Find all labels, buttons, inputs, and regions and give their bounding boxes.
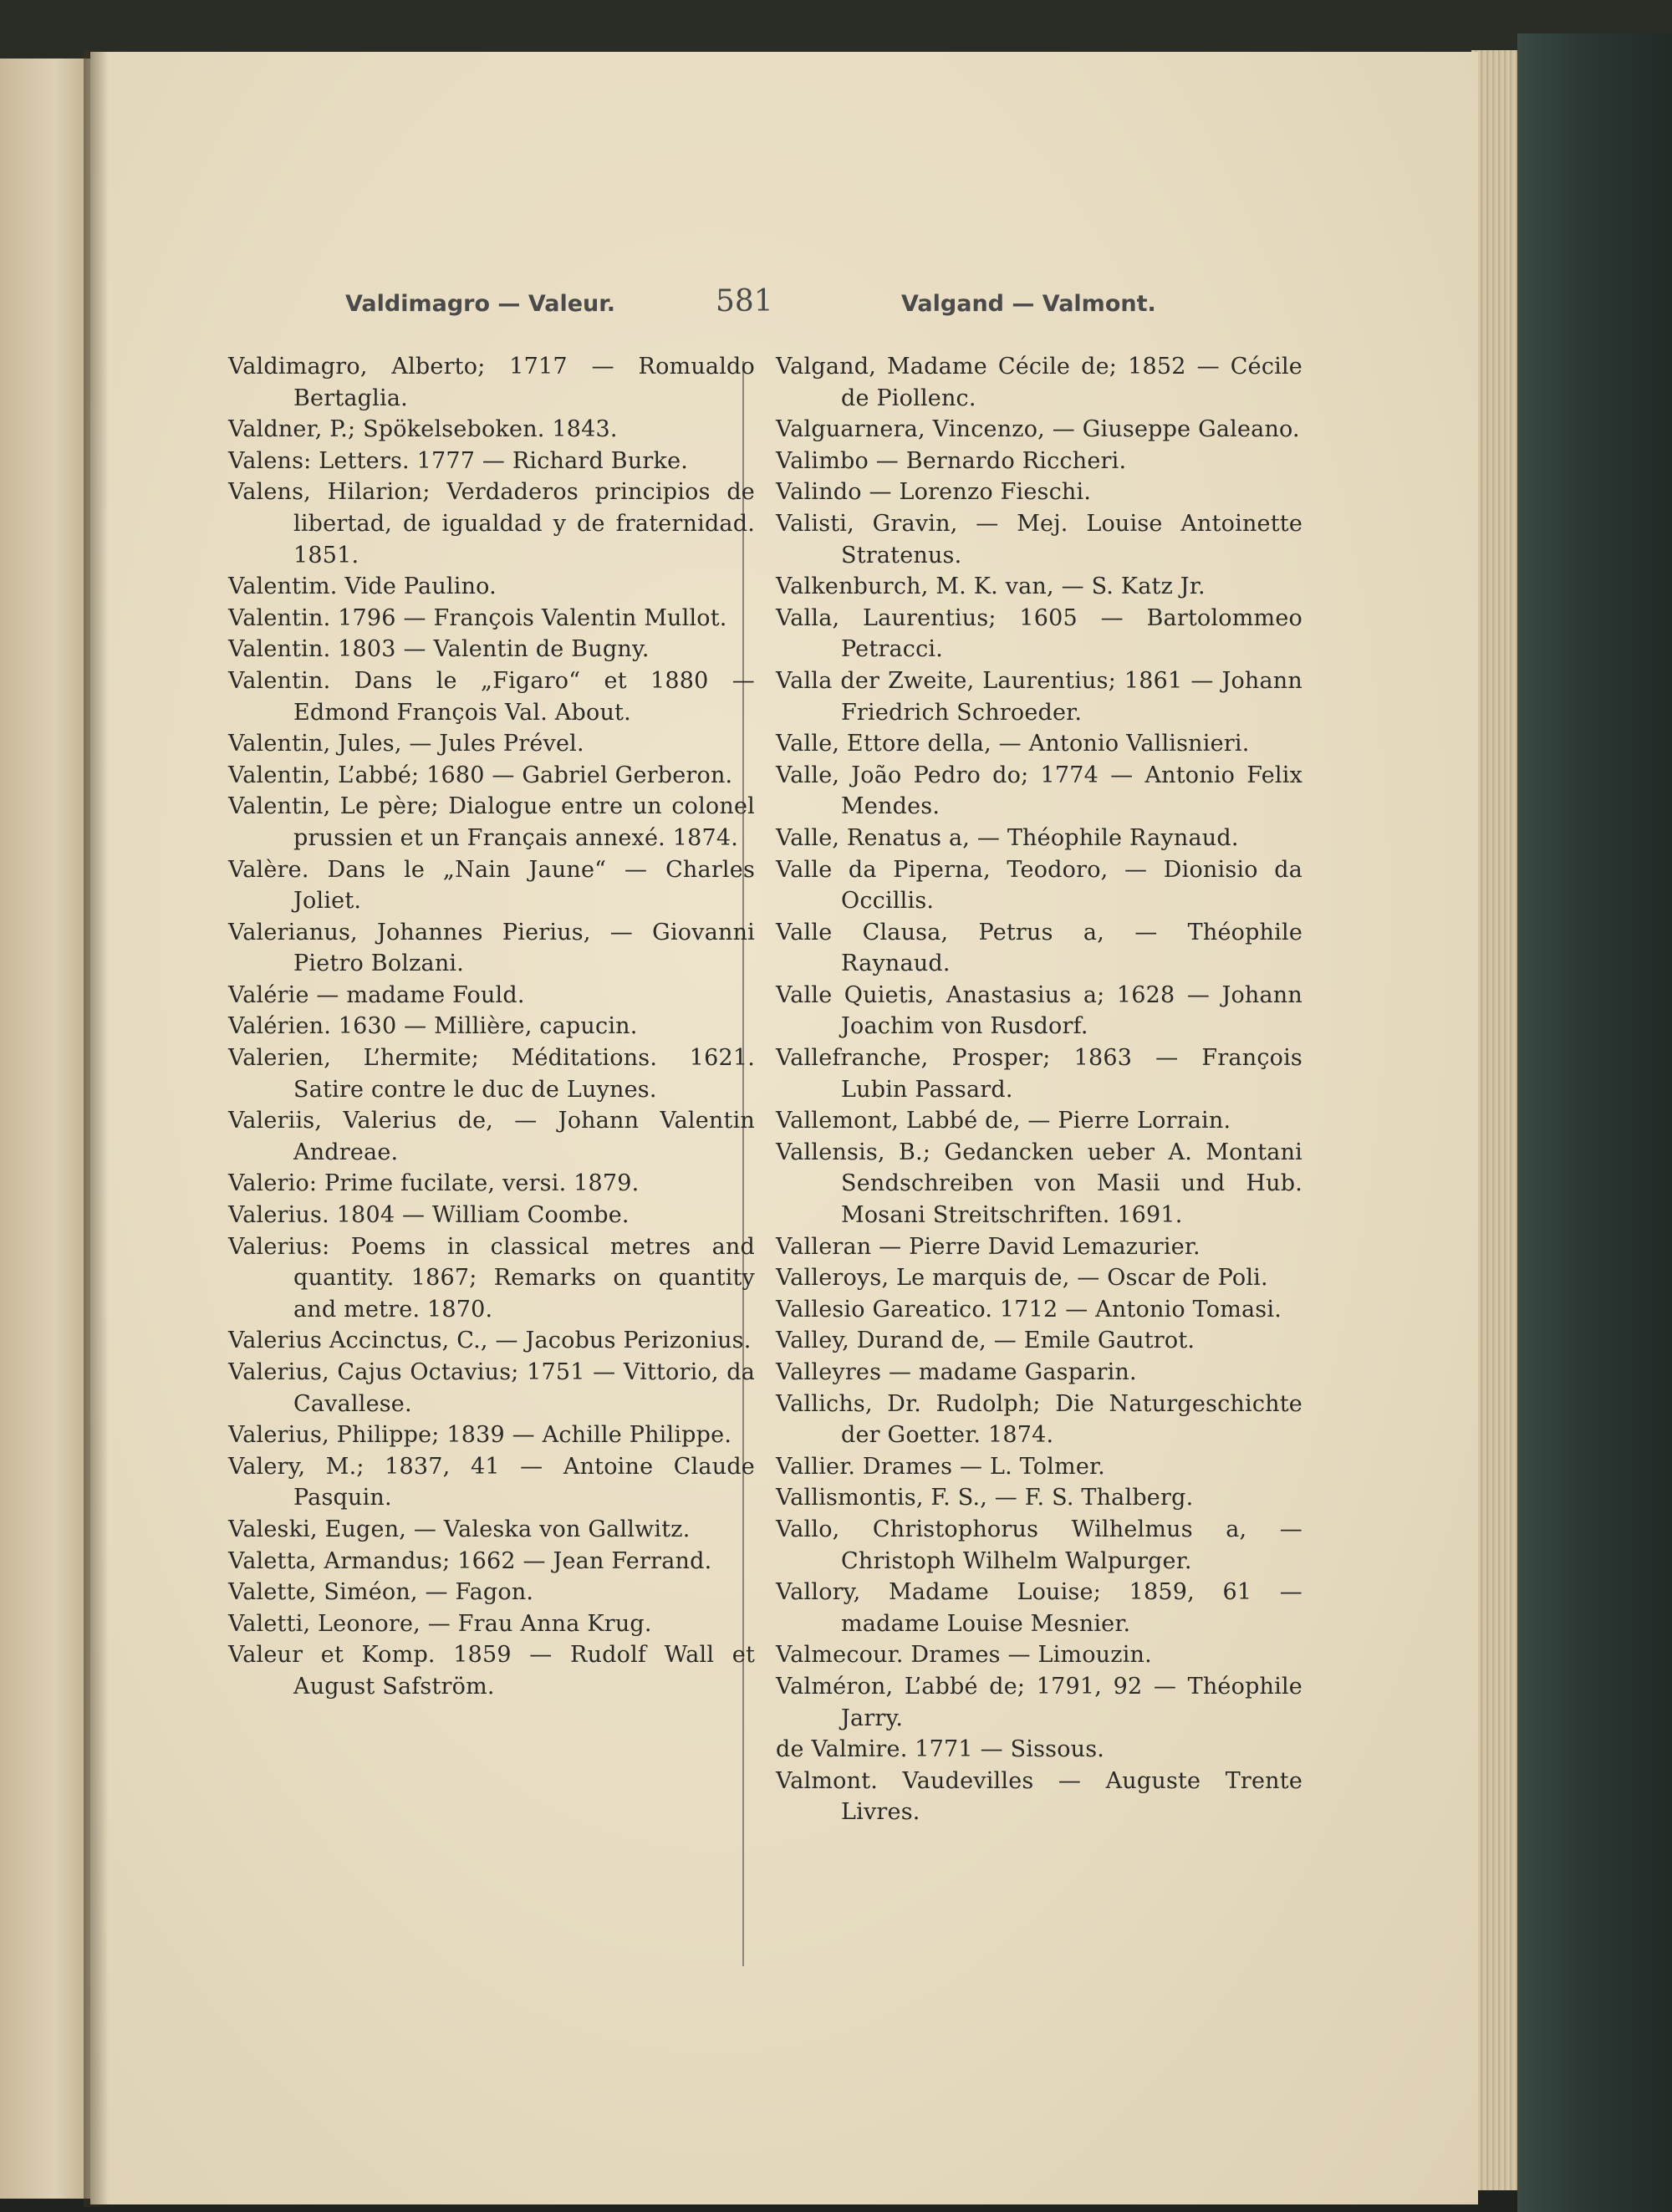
list-item: Valentim. Vide Paulino. (228, 573, 497, 600)
left-column (228, 351, 755, 1703)
gutter-shadow (84, 50, 109, 2207)
list-item: Valdner, P.; Spökelseboken. 1843. (228, 416, 618, 443)
list-item: Valentin, Le père; Dialogue entre un colonel prussien et un Français annexé. 1874. (228, 793, 755, 851)
list-item: Valguarnera, Vincenzo, — Giuseppe Galeano. (776, 416, 1300, 443)
list-item: de Valmire. 1771 — Sissous. (776, 1736, 1105, 1763)
list-item: Valentin, Jules, — Jules Prével. (228, 731, 584, 757)
list-item: Vallichs, Dr. Rudolph; Die Naturgeschichte der Goetter. 1874. (776, 1390, 1302, 1449)
page-number: 581 (716, 284, 773, 319)
list-item: Valerius. 1804 — William Coombe. (228, 1202, 630, 1229)
list-item: Vallensis, B.; Gedancken ueber A. Montani Sendschreiben von Masii und Hub. Mosani Streitschriften. 1691. (776, 1139, 1302, 1229)
running-header (90, 284, 1478, 334)
header-left-range: Valdimagro — Valeur. (345, 291, 615, 317)
list-item: Valentin. 1803 — Valentin de Bugny. (228, 636, 650, 663)
list-item: Valle da Piperna, Teodoro, — Dionisio da Occillis. (776, 856, 1302, 915)
list-item: Valisti, Gravin, — Mej. Louise Antoinette Stratenus. (776, 510, 1302, 568)
book-page (90, 52, 1478, 2204)
list-item: Valentin, L’abbé; 1680 — Gabriel Gerberon. (228, 762, 733, 788)
list-item: Valle, Ettore della, — Antonio Vallisnieri. (776, 731, 1250, 757)
header-right-range: Valgand — Valmont. (901, 291, 1156, 317)
list-item: Valmecour. Drames — Limouzin. (776, 1642, 1152, 1669)
list-item: Vallemont, Labbé de, — Pierre Lorrain. (776, 1108, 1231, 1134)
list-item: Valeur et Komp. 1859 — Rudolf Wall et August Safström. (228, 1642, 755, 1700)
list-item: Vallefranche, Prosper; 1863 — François Lubin Passard. (776, 1045, 1302, 1103)
list-item: Vallier. Drames — L. Tolmer. (776, 1453, 1105, 1480)
list-item: Valimbo — Bernardo Riccheri. (776, 447, 1127, 474)
list-item: Valley, Durand de, — Emile Gautrot. (776, 1328, 1195, 1354)
list-item: Valle Clausa, Petrus a, — Théophile Raynaud. (776, 919, 1302, 977)
list-item: Valle, João Pedro do; 1774 — Antonio Felix Mendes. (776, 762, 1302, 820)
list-item: Valerio: Prime fucilate, versi. 1879. (228, 1170, 640, 1197)
list-item: Valmont. Vaudevilles — Auguste Trente Livres. (776, 1767, 1302, 1826)
list-item: Valerianus, Johannes Pierius, — Giovanni Pietro Bolzani. (228, 919, 755, 977)
list-item: Valle Quietis, Anastasius a; 1628 — Johann Joachim von Rusdorf. (776, 981, 1302, 1040)
list-item: Valerius, Philippe; 1839 — Achille Philippe. (228, 1422, 732, 1449)
list-item: Valetta, Armandus; 1662 — Jean Ferrand. (228, 1547, 712, 1574)
list-item: Vallo, Christophorus Wilhelmus a, — Christoph Wilhelm Walpurger. (776, 1516, 1302, 1574)
list-item: Valette, Siméon, — Fagon. (228, 1579, 534, 1606)
facing-page-edge (0, 59, 92, 2199)
list-item: Valens: Letters. 1777 — Richard Burke. (228, 447, 689, 474)
list-item: Valleroys, Le marquis de, — Oscar de Poli. (776, 1265, 1268, 1292)
list-item: Valerius: Poems in classical metres and quantity. 1867; Remarks on quantity and metre. 1870. (228, 1233, 755, 1323)
list-item: Valery, M.; 1837, 41 — Antoine Claude Pasquin. (228, 1453, 755, 1511)
list-item: Valla, Laurentius; 1605 — Bartolommeo Petracci. (776, 604, 1302, 663)
list-item: Valérie — madame Fould. (228, 981, 525, 1008)
list-item: Valindo — Lorenzo Fieschi. (776, 479, 1092, 506)
list-item: Valeriis, Valerius de, — Johann Valentin Andreae. (228, 1108, 755, 1165)
list-item: Valkenburch, M. K. van, — S. Katz Jr. (776, 573, 1206, 600)
page-stack-edges (1471, 50, 1522, 2190)
list-item: Valens, Hilarion; Verdaderos principios de libertad, de igualdad y de fraternidad. 1851. (228, 479, 755, 568)
right-column (776, 351, 1302, 1828)
list-item: Valleran — Pierre David Lemazurier. (776, 1233, 1200, 1260)
book-cover-edge (1517, 33, 1672, 2212)
list-item: Valentin. 1796 — François Valentin Mullot. (228, 604, 727, 631)
list-item: Valérien. 1630 — Millière, capucin. (228, 1013, 638, 1040)
list-item: Valerien, L’hermite; Méditations. 1621. Satire contre le duc de Luynes. (228, 1045, 755, 1103)
list-item: Valerius, Cajus Octavius; 1751 — Vittorio, da Cavallese. (228, 1359, 755, 1417)
list-item: Valère. Dans le „Nain Jaune“ — Charles Joliet. (228, 856, 755, 915)
list-item: Valle, Renatus a, — Théophile Raynaud. (776, 824, 1239, 851)
list-item: Valentin. Dans le „Figaro“ et 1880 — Edmond François Val. About. (228, 667, 755, 726)
list-item: Valerius Accinctus, C., — Jacobus Perizonius. (228, 1328, 752, 1354)
list-item: Valdimagro, Alberto; 1717 — Romualdo Bertaglia. (228, 354, 755, 411)
list-item: Vallory, Madame Louise; 1859, 61 — madame Louise Mesnier. (776, 1579, 1302, 1637)
list-item: Vallesio Gareatico. 1712 — Antonio Tomasi. (776, 1296, 1282, 1323)
list-item: Valetti, Leonore, — Frau Anna Krug. (228, 1610, 652, 1637)
list-item: Valeski, Eugen, — Valeska von Gallwitz. (228, 1516, 691, 1542)
list-item: Valla der Zweite, Laurentius; 1861 — Johann Friedrich Schroeder. (776, 667, 1302, 726)
list-item: Valgand, Madame Cécile de; 1852 — Cécile de Piollenc. (776, 354, 1302, 411)
list-item: Vallismontis, F. S., — F. S. Thalberg. (776, 1485, 1194, 1511)
list-item: Valméron, L’abbé de; 1791, 92 — Théophile Jarry. (776, 1673, 1302, 1731)
list-item: Valleyres — madame Gasparin. (776, 1359, 1137, 1385)
